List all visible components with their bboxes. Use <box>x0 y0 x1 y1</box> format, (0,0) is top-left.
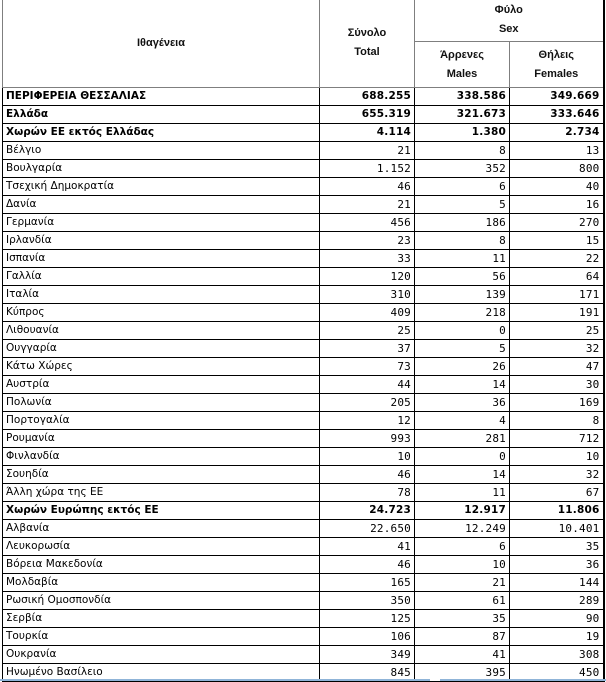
cell-nationality: Γερμανία <box>3 214 320 232</box>
cell-females: 47 <box>510 358 604 376</box>
cell-males: 338.586 <box>415 88 510 106</box>
table-row <box>3 484 604 502</box>
header-nationality <box>3 0 320 88</box>
cell-nationality: Ουκρανία <box>3 646 320 664</box>
table-row <box>3 430 604 448</box>
cell-females: 171 <box>510 286 604 304</box>
cell-total: 46 <box>320 466 415 484</box>
cell-nationality: Βόρεια Μακεδονία <box>3 556 320 574</box>
table-row <box>3 358 604 376</box>
table-row <box>3 610 604 628</box>
cell-females: 308 <box>510 646 604 664</box>
cell-females: 270 <box>510 214 604 232</box>
cell-males: 5 <box>415 340 510 358</box>
cell-total: 46 <box>320 178 415 196</box>
cell-males: 218 <box>415 304 510 322</box>
header-males-greek: Άρρενες <box>440 48 484 61</box>
cell-nationality: Άλλη χώρα της ΕΕ <box>3 484 320 502</box>
cell-total: 165 <box>320 574 415 592</box>
table-row <box>3 214 604 232</box>
table-row <box>3 628 604 646</box>
header-females-greek: Θήλεις <box>538 48 574 61</box>
cell-nationality: Χωρών ΕΕ εκτός Ελλάδας <box>3 124 320 142</box>
cell-females: 35 <box>510 538 604 556</box>
cell-nationality: Λευκορωσία <box>3 538 320 556</box>
cell-total: 993 <box>320 430 415 448</box>
cell-females: 333.646 <box>510 106 604 124</box>
cell-nationality: Ιταλία <box>3 286 320 304</box>
cell-total: 46 <box>320 556 415 574</box>
table-row <box>3 160 604 178</box>
cell-females: 11.806 <box>510 502 604 520</box>
cell-nationality: Πορτογαλία <box>3 412 320 430</box>
cell-nationality: Ελλάδα <box>3 106 320 124</box>
cell-nationality: Κύπρος <box>3 304 320 322</box>
cell-total: 78 <box>320 484 415 502</box>
cell-total: 25 <box>320 322 415 340</box>
cell-males: 395 <box>415 664 510 682</box>
table-row-subtotal <box>3 88 604 106</box>
cell-nationality: Τουρκία <box>3 628 320 646</box>
cell-nationality: Ουγγαρία <box>3 340 320 358</box>
cell-nationality: Φινλανδία <box>3 448 320 466</box>
cell-males: 281 <box>415 430 510 448</box>
cell-nationality: Ρωσική Ομοσπονδία <box>3 592 320 610</box>
cell-females: 10.401 <box>510 520 604 538</box>
cell-females: 32 <box>510 466 604 484</box>
table-row <box>3 520 604 538</box>
cell-females: 40 <box>510 178 604 196</box>
cell-females: 64 <box>510 268 604 286</box>
cell-total: 23 <box>320 232 415 250</box>
table-row-subtotal <box>3 502 604 520</box>
cell-males: 5 <box>415 196 510 214</box>
table-row <box>3 394 604 412</box>
cell-males: 61 <box>415 592 510 610</box>
cell-total: 349 <box>320 646 415 664</box>
cell-males: 41 <box>415 646 510 664</box>
cell-nationality: Βέλγιο <box>3 142 320 160</box>
cell-males: 56 <box>415 268 510 286</box>
header-sex-greek: Φύλο <box>494 4 523 16</box>
cell-males: 10 <box>415 556 510 574</box>
cell-females: 19 <box>510 628 604 646</box>
cell-males: 4 <box>415 412 510 430</box>
cell-total: 655.319 <box>320 106 415 124</box>
cell-nationality: ΠΕΡΙΦΕΡΕΙΑ ΘΕΣΣΑΛΙΑΣ <box>3 88 320 106</box>
table-row <box>3 304 604 322</box>
header-females <box>510 42 604 88</box>
cell-total: 37 <box>320 340 415 358</box>
cell-males: 11 <box>415 250 510 268</box>
header-total <box>320 0 415 88</box>
cell-nationality: Γαλλία <box>3 268 320 286</box>
cell-total: 44 <box>320 376 415 394</box>
cell-total: 4.114 <box>320 124 415 142</box>
cell-females: 13 <box>510 142 604 160</box>
cell-nationality: Ηνωμένο Βασίλειο <box>3 664 320 682</box>
cell-nationality: Αλβανία <box>3 520 320 538</box>
table-row-subtotal <box>3 124 604 142</box>
table-row <box>3 592 604 610</box>
header-males-english: Males <box>446 67 478 80</box>
cell-males: 12.249 <box>415 520 510 538</box>
table-row <box>3 268 604 286</box>
cell-total: 120 <box>320 268 415 286</box>
cell-nationality: Σερβία <box>3 610 320 628</box>
cell-females: 289 <box>510 592 604 610</box>
cell-males: 1.380 <box>415 124 510 142</box>
header-sex-english: Sex <box>498 23 519 35</box>
cell-total: 456 <box>320 214 415 232</box>
cell-males: 352 <box>415 160 510 178</box>
table-row <box>3 232 604 250</box>
cell-total: 73 <box>320 358 415 376</box>
cell-males: 26 <box>415 358 510 376</box>
table-row <box>3 340 604 358</box>
cell-males: 0 <box>415 448 510 466</box>
cell-females: 450 <box>510 664 604 682</box>
cell-males: 6 <box>415 538 510 556</box>
cell-males: 14 <box>415 466 510 484</box>
cell-females: 67 <box>510 484 604 502</box>
cell-nationality: Ισπανία <box>3 250 320 268</box>
table-row <box>3 322 604 340</box>
table-row <box>3 250 604 268</box>
cell-total: 409 <box>320 304 415 322</box>
cell-females: 144 <box>510 574 604 592</box>
cell-females: 36 <box>510 556 604 574</box>
cell-females: 349.669 <box>510 88 604 106</box>
cell-males: 11 <box>415 484 510 502</box>
cell-males: 35 <box>415 610 510 628</box>
cell-total: 688.255 <box>320 88 415 106</box>
population-by-nationality-table <box>2 0 605 682</box>
cell-males: 14 <box>415 376 510 394</box>
cell-nationality: Ιρλανδία <box>3 232 320 250</box>
table-row <box>3 466 604 484</box>
cell-males: 87 <box>415 628 510 646</box>
cell-total: 24.723 <box>320 502 415 520</box>
header-total-english: Total <box>354 46 380 58</box>
cell-nationality: Δανία <box>3 196 320 214</box>
cell-females: 16 <box>510 196 604 214</box>
table-row <box>3 646 604 664</box>
cell-total: 125 <box>320 610 415 628</box>
header-total-greek: Σύνολο <box>347 27 387 39</box>
cell-nationality: Βουλγαρία <box>3 160 320 178</box>
cell-females: 22 <box>510 250 604 268</box>
cell-total: 106 <box>320 628 415 646</box>
cell-total: 845 <box>320 664 415 682</box>
cell-nationality: Χωρών Ευρώπης εκτός ΕΕ <box>3 502 320 520</box>
table-row <box>3 286 604 304</box>
table-row <box>3 538 604 556</box>
cell-females: 8 <box>510 412 604 430</box>
header-males <box>415 42 510 88</box>
cell-total: 41 <box>320 538 415 556</box>
cell-total: 350 <box>320 592 415 610</box>
cell-nationality: Κάτω Χώρες <box>3 358 320 376</box>
cell-males: 8 <box>415 232 510 250</box>
table-row <box>3 556 604 574</box>
cell-nationality: Ρουμανία <box>3 430 320 448</box>
cell-total: 12 <box>320 412 415 430</box>
table-row <box>3 448 604 466</box>
table-row <box>3 142 604 160</box>
cell-males: 0 <box>415 322 510 340</box>
cell-males: 321.673 <box>415 106 510 124</box>
cell-females: 10 <box>510 448 604 466</box>
table-row <box>3 574 604 592</box>
cell-nationality: Σουηδία <box>3 466 320 484</box>
cell-males: 186 <box>415 214 510 232</box>
cell-nationality: Πολωνία <box>3 394 320 412</box>
cell-females: 30 <box>510 376 604 394</box>
cell-total: 22.650 <box>320 520 415 538</box>
cell-total: 10 <box>320 448 415 466</box>
table-body <box>3 88 604 682</box>
cell-males: 8 <box>415 142 510 160</box>
header-nationality-label: Ιθαγένεια <box>136 36 185 49</box>
header-sex <box>415 0 604 42</box>
cell-females: 191 <box>510 304 604 322</box>
cell-males: 21 <box>415 574 510 592</box>
cell-total: 310 <box>320 286 415 304</box>
table-row <box>3 178 604 196</box>
cell-females: 15 <box>510 232 604 250</box>
cell-total: 21 <box>320 142 415 160</box>
cell-males: 139 <box>415 286 510 304</box>
table-row <box>3 196 604 214</box>
cell-males: 36 <box>415 394 510 412</box>
cell-females: 90 <box>510 610 604 628</box>
cell-nationality: Τσεχική Δημοκρατία <box>3 178 320 196</box>
cell-total: 33 <box>320 250 415 268</box>
cell-females: 800 <box>510 160 604 178</box>
cell-nationality: Μολδαβία <box>3 574 320 592</box>
cell-males: 12.917 <box>415 502 510 520</box>
cell-females: 712 <box>510 430 604 448</box>
cell-total: 21 <box>320 196 415 214</box>
cell-nationality: Λιθουανία <box>3 322 320 340</box>
cell-nationality: Αυστρία <box>3 376 320 394</box>
cell-total: 205 <box>320 394 415 412</box>
cell-females: 2.734 <box>510 124 604 142</box>
table-row-subtotal <box>3 106 604 124</box>
cell-females: 32 <box>510 340 604 358</box>
cell-males: 6 <box>415 178 510 196</box>
table-row <box>3 376 604 394</box>
cell-females: 25 <box>510 322 604 340</box>
cell-females: 169 <box>510 394 604 412</box>
table-row <box>3 412 604 430</box>
cell-total: 1.152 <box>320 160 415 178</box>
header-females-english: Females <box>534 67 579 80</box>
